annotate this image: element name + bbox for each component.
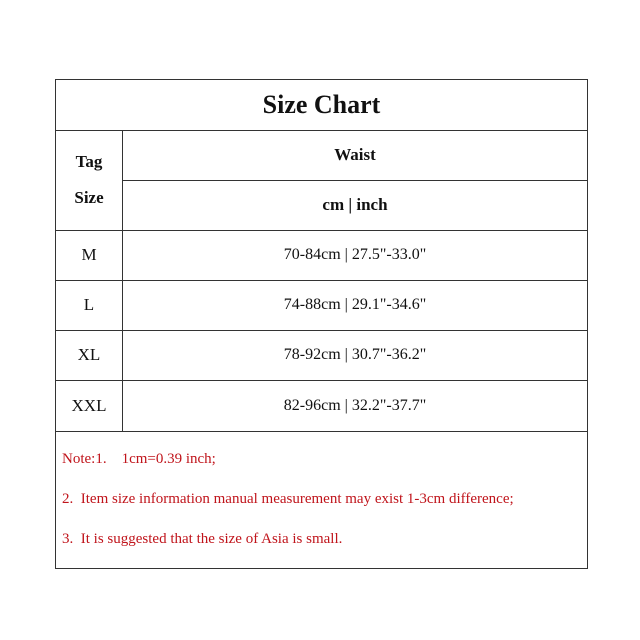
waist-header: Waist [334,145,376,164]
size-chart [55,79,588,569]
note-line: 2. Item size information manual measurement may exist 1-3cm difference; [62,491,514,507]
waist-cell: 70-84cm | 27.5"-33.0" [283,246,427,263]
note-line: Note:1. 1cm=0.39 inch; [62,451,216,467]
size-cell: XL [77,345,101,364]
waist-cell: 82-96cm | 32.2"-37.7" [283,396,427,414]
size-cell: XXL [71,395,107,415]
note-line: 3. It is suggested that the size of Asia is small. [62,531,343,547]
units-header: cm | inch [322,195,388,214]
tag-label: Tag [75,152,103,171]
notes-section [56,431,587,569]
chart-title: Size Chart [56,80,587,131]
size-cell: M [81,245,97,264]
size-cell: L [83,295,95,314]
size-label: Size [74,188,104,207]
waist-cell: 74-88cm | 29.1"-34.6" [283,296,427,313]
waist-cell: 78-92cm | 30.7"-36.2" [283,346,427,363]
tag-size-header [56,130,122,230]
